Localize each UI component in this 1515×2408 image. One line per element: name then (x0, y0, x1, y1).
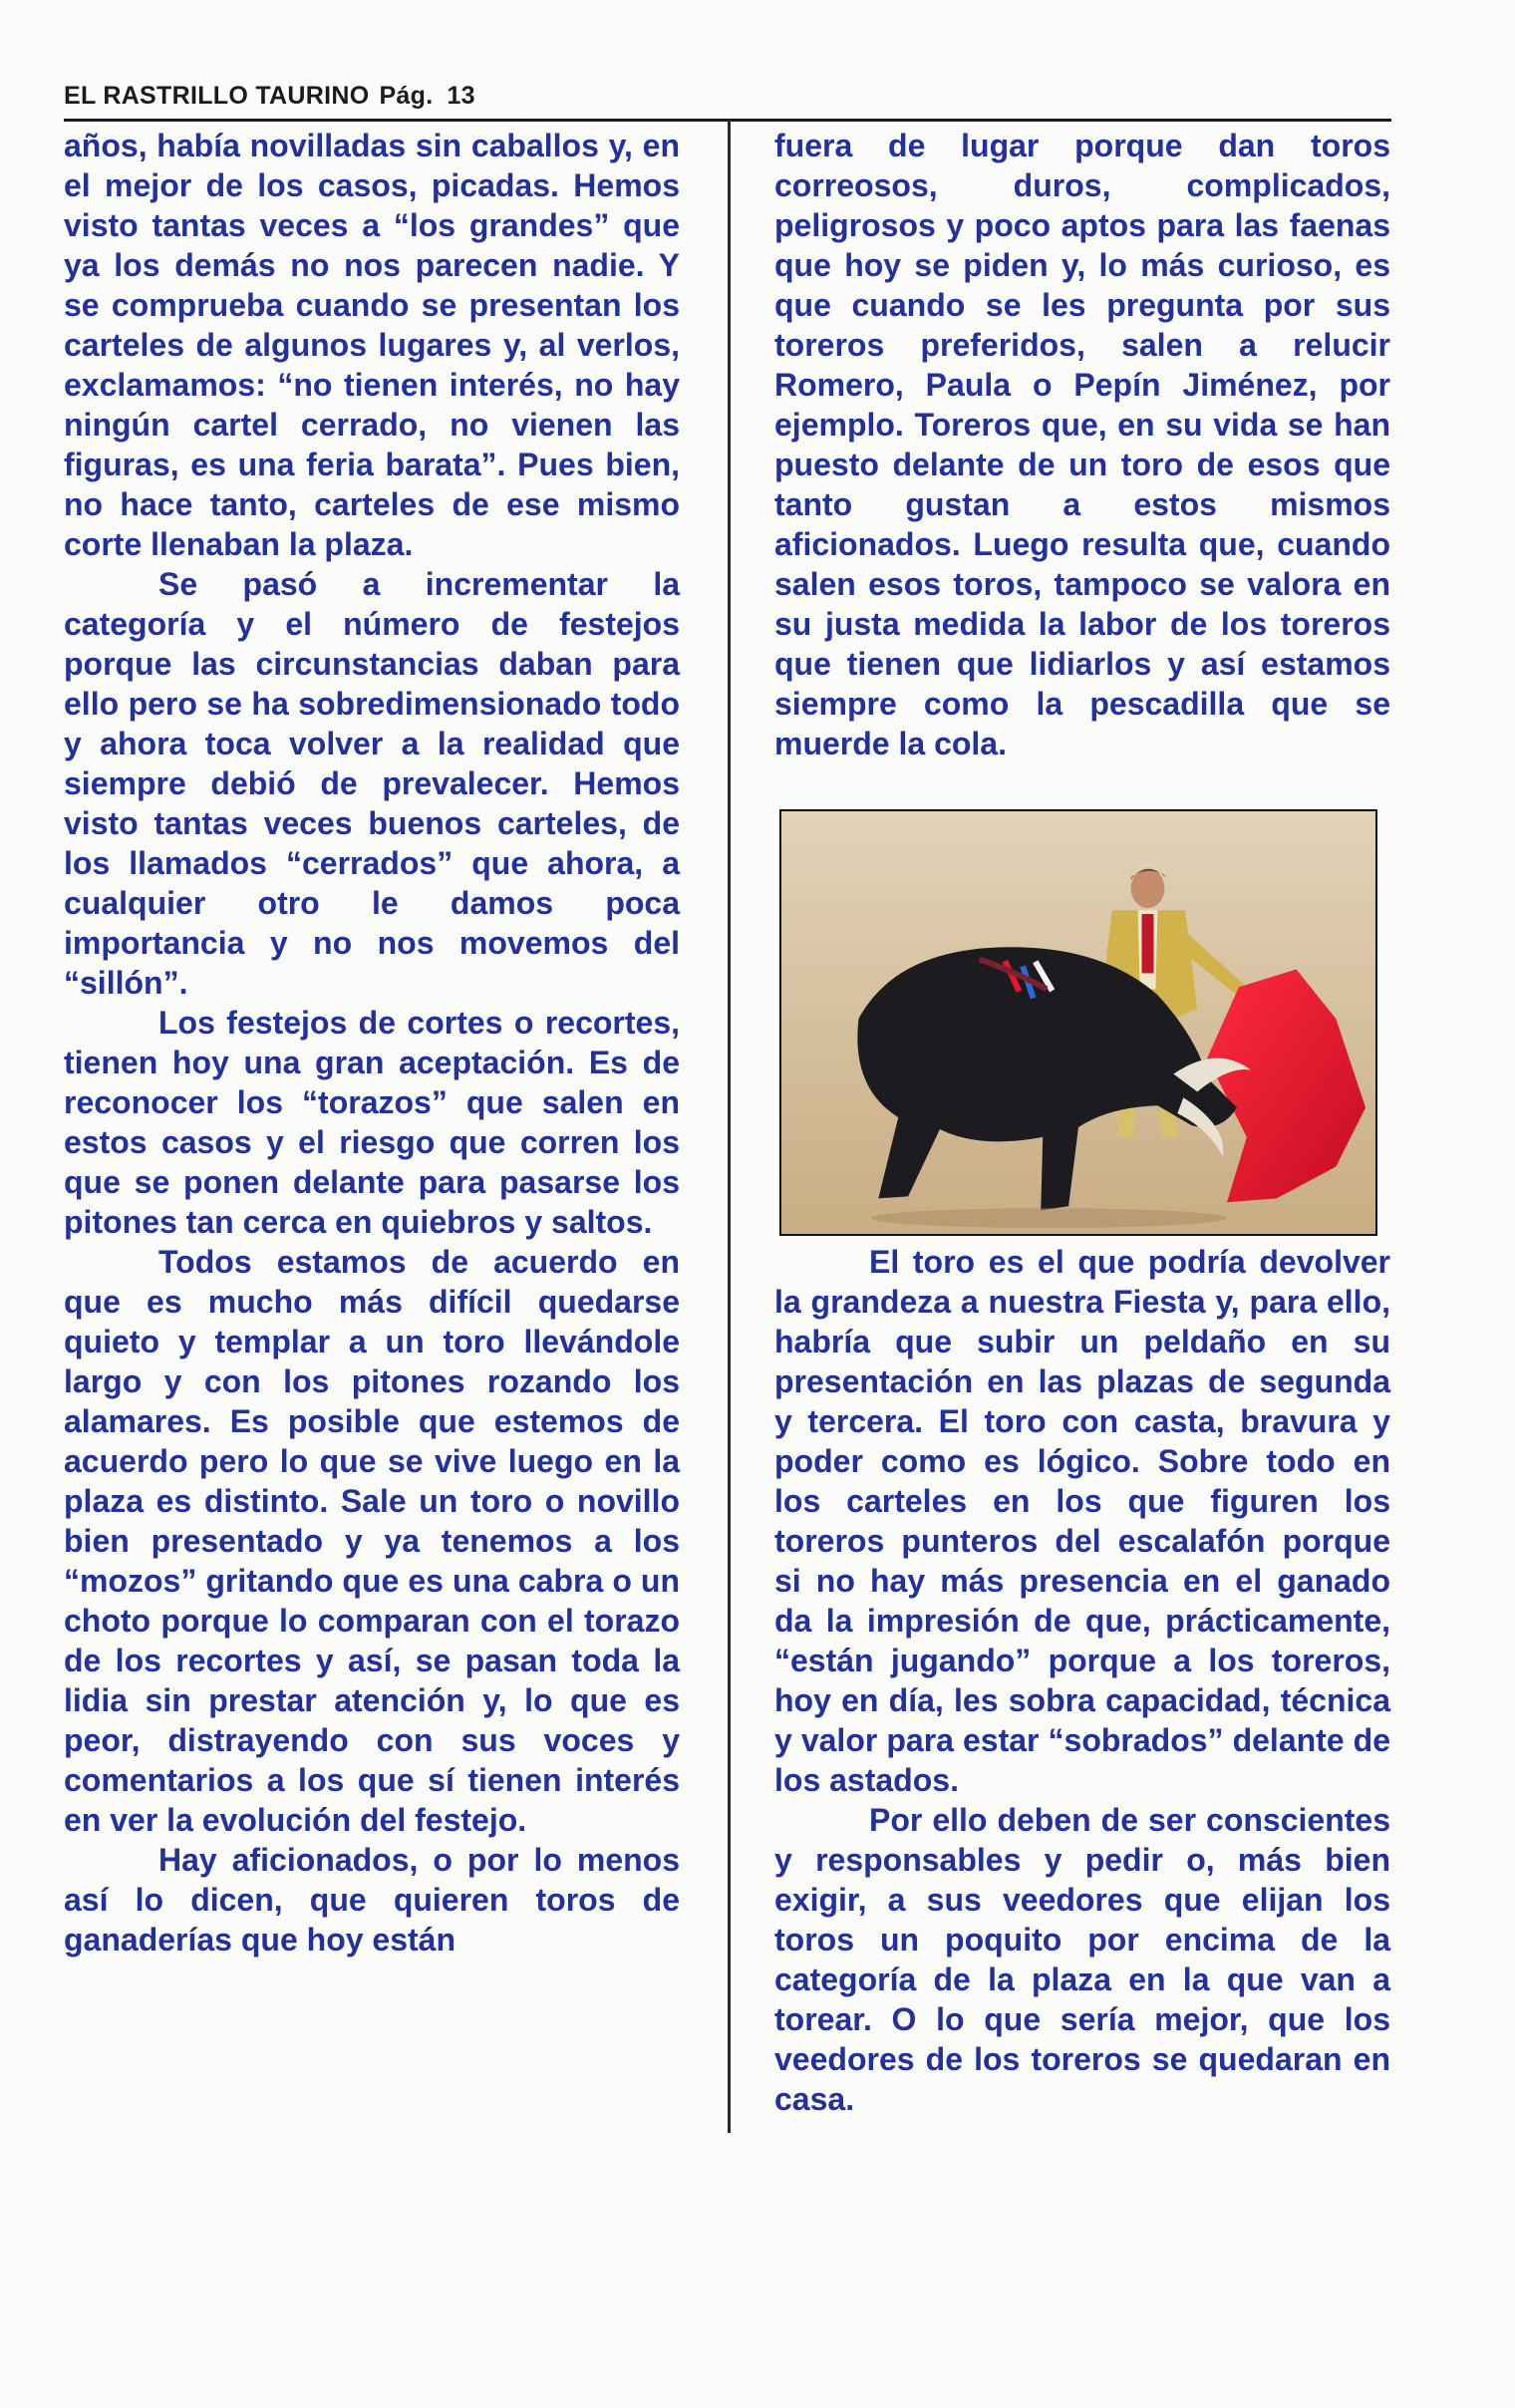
paragraph: Todos estamos de acuerdo en que es mucho más difícil quedarse quieto y templar a un toro llevándole largo y con los pitones rozando los alamares. Es posible que estemos de acuerdo pero lo que se vive luego en la plaza es distinto. Sale un toro o novillo bien presentado y ya tenemos a los “mozos” gritando que es una cabra o un choto porque lo comparan con el torazo de los recortes y así, se pasan toda la lidia sin prestar atención y, lo que es peor, distrayendo con sus voces y comentarios a los que sí tienen interés en ver la evolución del festejo. (64, 1244, 680, 1838)
paragraph: fuera de lugar porque dan toros correosos, duros, complicados, peligrosos y poco aptos para las faenas que hoy se piden y, lo más curioso, es que cuando se les pregunta por sus toreros preferidos, salen a relucir Romero, Paula o Pepín Jiménez, por ejemplo. Toreros que, en su vida se han puesto delante de un toro de esos que tanto gustan a estos mismos aficionados. Luego resulta que, cuando salen esos toros, tampoco se valora en su justa medida la labor de los toreros que tienen que lidiarlos y así estamos siempre como la pescadilla que se muerde la cola. (774, 128, 1390, 761)
paragraph: El toro es el que podría devolver la grandeza a nuestra Fiesta y, para ello, habría que subir un peldaño en su presentación en las plazas de segunda y tercera. El toro con casta, bravura y poder como es lógico. Sobre todo en los carteles en los que figuren los toreros punteros del escalafón porque si no hay más presencia en el ganado da la impresión de que, prácticamente, “están jugando” porque a los toreros, hoy en día, les sobra capacidad, técnica y valor para estar “sobrados” delante de los astados. (774, 1244, 1390, 1798)
right-column-bottom (774, 1242, 1390, 2119)
page-label: Pág. (379, 82, 434, 110)
paragraph: Hay aficionados, o por lo menos así lo dicen, que quieren toros de ganaderías que hoy están (64, 1842, 680, 1957)
page-header (64, 82, 1391, 111)
paragraph: Se pasó a incrementar la categoría y el número de festejos porque las circunstancias daban para ello pero se ha sobredimensionado todo y ahora toca volver a la realidad que siempre debió de prevalecer. Hemos visto tantas veces buenos carteles, de los llamados “cerrados” que ahora, a cualquier otro le damos poca importancia y no nos movemos del “sillón”. (64, 566, 680, 1001)
paragraph: años, había novilladas sin caballos y, en el mejor de los casos, picadas. Hemos visto tantas veces a “los grandes” que ya los demás no nos parecen nadie. Y se comprueba cuando se presentan los carteles de algunos lugares y, al verlos, exclamamos: “no tienen interés, no hay ningún cartel cerrado, no vienen las figuras, es una feria barata”. Pues bien, no hace tanto, carteles de ese mismo corte llenaban la plaza. (64, 128, 680, 562)
column-divider (728, 120, 731, 2133)
paragraph: Por ello deben de ser conscientes y responsables y pedir o, más bien exigir, a sus veedores que elijan los toros un poquito por encima de la categoría de la plaza en la que van a torear. O lo que sería mejor, que los veedores de los toreros se quedaran en casa. (774, 1802, 1390, 2117)
shadow (870, 1208, 1227, 1228)
bullfight-photo (779, 809, 1377, 1236)
left-column (64, 126, 680, 1959)
publication-title: EL RASTRILLO TAURINO (64, 82, 370, 110)
paragraph: Los festejos de cortes o recortes, tienen hoy una gran aceptación. Es de reconocer los “torazos” que salen en estos casos y el riesgo que corren los que se ponen delante para pasarse los pitones tan cerca en quiebros y saltos. (64, 1005, 680, 1240)
right-column (774, 126, 1390, 763)
page-number: 13 (447, 82, 475, 110)
bullfight-illustration (781, 811, 1375, 1234)
